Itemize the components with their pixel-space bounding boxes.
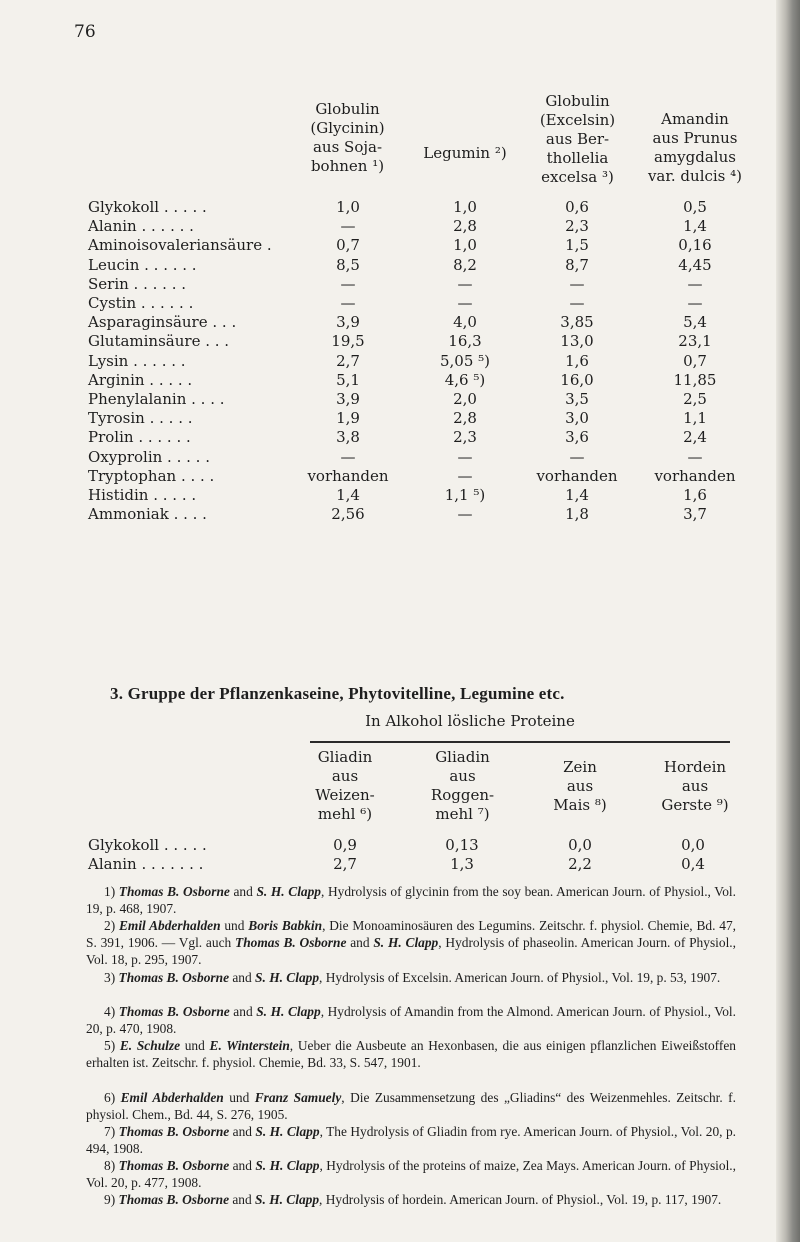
table-cell: 0,16 bbox=[678, 236, 712, 255]
footnote-2: 2) Emil Abderhalden und Boris Babkin, Die Monoaminosäuren des Legumins. Zeitschr. f. physiol. Chemie, Bd. 47, S. 391, 1906. — Vgl. auch Thomas B. Osborne and S. H. Clapp, Hydrolysis of phaseolin. American Journ. of Physiol., Vol. 18, p. 295, 1907. bbox=[86, 918, 736, 968]
table-cell: 1,0 bbox=[453, 236, 477, 255]
table-cell: 0,0 bbox=[681, 836, 705, 854]
table-cell: 1,9 bbox=[336, 409, 360, 428]
table-cell: 3,0 bbox=[565, 409, 589, 428]
table-cell: — bbox=[687, 274, 703, 293]
table-cell: 11,85 bbox=[673, 370, 717, 389]
table-cell: 1,1 ⁵) bbox=[444, 486, 486, 504]
row-label: Aminoisovaleriansäure . bbox=[88, 236, 272, 255]
footnote-8: 8) Thomas B. Osborne and S. H. Clapp, Hydrolysis of the proteins of maize, Zea Mays. American Journ. of Physiol., Vol. 20, p. 477, 1908. bbox=[86, 1158, 737, 1191]
row-label: Ammoniak . . . . bbox=[88, 505, 207, 524]
page-number: 76 bbox=[74, 22, 96, 42]
row-label: Leucin . . . . . . bbox=[88, 255, 197, 274]
row-label: Tryptophan . . . . bbox=[88, 466, 215, 485]
table2-header-gliadin-wheat: Gliadin aus Weizen- mehl ⁶) bbox=[315, 748, 375, 823]
table-cell: 0,6 bbox=[565, 198, 589, 216]
table-cell: — bbox=[569, 294, 585, 312]
row-label: Glutaminsäure . . . bbox=[88, 332, 230, 351]
table-cell: 5,05 ⁵) bbox=[439, 351, 491, 370]
page-edge bbox=[776, 0, 800, 1242]
table-cell: 4,45 bbox=[678, 255, 712, 274]
table-cell: 13,0 bbox=[560, 332, 594, 351]
table-cell: 23,1 bbox=[678, 332, 712, 351]
row-label: Histidin . . . . . bbox=[88, 486, 197, 504]
table-cell: 2,7 bbox=[333, 855, 357, 873]
table-cell: 2,8 bbox=[453, 409, 477, 428]
table-cell: — bbox=[457, 447, 473, 466]
table1-header-amandin: Amandin aus Prunus amygdalus var. dulcis ⁴) bbox=[647, 110, 743, 185]
table1-header-excelsin: Globulin (Excelsin) aus Ber- thollelia excelsa ³) bbox=[539, 92, 616, 186]
row-label: Lysin . . . . . . bbox=[88, 351, 186, 370]
table-cell: 5,4 bbox=[683, 313, 707, 332]
row-label: Serin . . . . . . bbox=[88, 274, 186, 293]
row-label: Alanin . . . . . . bbox=[88, 217, 194, 236]
row-label: Alanin . . . . . . . bbox=[88, 855, 204, 873]
table-cell: 5,1 bbox=[336, 370, 360, 389]
table-cell: — bbox=[340, 217, 356, 236]
table-cell: 3,9 bbox=[336, 313, 360, 332]
table-cell: 1,8 bbox=[565, 505, 589, 524]
table-cell: 0,7 bbox=[336, 236, 360, 255]
table-cell: — bbox=[457, 274, 473, 293]
footnote-5: 5) E. Schulze und E. Winterstein, Ueber die Ausbeute an Hexonbasen, die aus einigen pflanzlichen Eiweißstoffen erhalten ist. Zeitschr. f. physiol. Chemie, Bd. 33, S. 547, 1901. bbox=[86, 1038, 736, 1071]
table-cell: — bbox=[457, 466, 473, 485]
row-label: Phenylalanin . . . . bbox=[88, 390, 225, 408]
table-cell: 2,0 bbox=[453, 390, 477, 408]
table-cell: 8,5 bbox=[336, 255, 360, 274]
table-cell: 0,7 bbox=[683, 351, 707, 370]
table-cell: 2,3 bbox=[453, 428, 477, 447]
table-cell: — bbox=[569, 447, 585, 466]
section-subtitle: In Alkohol lösliche Proteine bbox=[365, 712, 575, 730]
table-cell: 16,3 bbox=[448, 332, 482, 351]
table-cell: 3,85 bbox=[560, 313, 594, 332]
table-cell: 1,4 bbox=[683, 217, 707, 236]
row-label: Tyrosin . . . . . bbox=[88, 409, 193, 428]
row-label: Asparaginsäure . . . bbox=[88, 313, 237, 332]
table-cell: 1,6 bbox=[565, 351, 589, 370]
table-cell: 1,4 bbox=[336, 486, 360, 504]
table-cell: — bbox=[340, 294, 356, 312]
row-label: Prolin . . . . . . bbox=[88, 428, 191, 447]
row-label: Arginin . . . . . bbox=[88, 370, 193, 389]
table-cell: — bbox=[457, 294, 473, 312]
table-cell: 16,0 bbox=[560, 370, 594, 389]
table-cell: 3,5 bbox=[565, 390, 589, 408]
table2-top-rule bbox=[310, 741, 730, 743]
table-cell: vorhanden bbox=[654, 466, 736, 485]
footnote-1: 1) Thomas B. Osborne and S. H. Clapp, Hydrolysis of glycinin from the soy bean. American Journ. of Physiol., Vol. 19, p. 468, 1907. bbox=[86, 884, 736, 917]
table-cell: 2,4 bbox=[683, 428, 707, 447]
table-cell: 1,0 bbox=[336, 198, 360, 216]
table-cell: 3,6 bbox=[565, 428, 589, 447]
footnote-6: 6) Emil Abderhalden und Franz Samuely, Die Zusammensetzung des „Gliadins“ des Weizenmehles. Zeitschr. f. physiol. Chem., Bd. 44, S. 276, 1905. bbox=[86, 1090, 736, 1123]
table-cell: 2,5 bbox=[683, 390, 707, 408]
table-cell: 2,56 bbox=[331, 505, 365, 524]
table-cell: 4,6 ⁵) bbox=[444, 370, 486, 389]
table-cell: — bbox=[457, 505, 473, 524]
table-cell: 3,7 bbox=[683, 505, 707, 524]
table-cell: — bbox=[687, 294, 703, 312]
table-cell: vorhanden bbox=[307, 466, 389, 485]
table-cell: 3,8 bbox=[336, 428, 360, 447]
table-cell: 0,0 bbox=[568, 836, 592, 854]
table-cell: — bbox=[687, 447, 703, 466]
table-cell: 2,2 bbox=[568, 855, 592, 873]
table-cell: — bbox=[340, 447, 356, 466]
footnote-4: 4) Thomas B. Osborne and S. H. Clapp, Hydrolysis of Amandin from the Almond. American Journ. of Physiol., Vol. 20, p. 470, 1908. bbox=[86, 1004, 736, 1037]
table-cell: 1,0 bbox=[453, 198, 477, 216]
table-cell: 4,0 bbox=[453, 313, 477, 332]
table2-header-zein: Zein aus Mais ⁸) bbox=[553, 758, 607, 814]
table1-header-glycinin: Globulin (Glycinin) aus Soja- bohnen ¹) bbox=[310, 100, 385, 175]
table-cell: vorhanden bbox=[536, 466, 618, 485]
footnote-7: 7) Thomas B. Osborne and S. H. Clapp, The Hydrolysis of Gliadin from rye. American Journ. of Physiol., Vol. 20, p. 494, 1908. bbox=[86, 1124, 737, 1157]
table2-header-hordein: Hordein aus Gerste ⁹) bbox=[661, 758, 729, 814]
row-label: Oxyprolin . . . . . bbox=[88, 447, 210, 466]
table-cell: 0,5 bbox=[683, 198, 707, 216]
table-cell: 1,6 bbox=[683, 486, 707, 504]
table-cell: 1,4 bbox=[565, 486, 589, 504]
table-cell: 19,5 bbox=[331, 332, 365, 351]
table2-header-gliadin-rye: Gliadin aus Roggen- mehl ⁷) bbox=[430, 748, 495, 823]
table-cell: 8,2 bbox=[453, 255, 477, 274]
table-cell: 2,7 bbox=[336, 351, 360, 370]
row-label: Cystin . . . . . . bbox=[88, 294, 194, 312]
row-label: Glykokoll . . . . . bbox=[88, 198, 207, 216]
table-cell: 1,3 bbox=[450, 855, 474, 873]
table-cell: 8,7 bbox=[565, 255, 589, 274]
section-title: 3. Gruppe der Pflanzenkaseine, Phytovitelline, Legumine etc. bbox=[110, 684, 565, 703]
table-cell: — bbox=[340, 274, 356, 293]
table-cell: 0,13 bbox=[445, 836, 479, 854]
footnote-9: 9) Thomas B. Osborne and S. H. Clapp, Hydrolysis of hordein. American Journ. of Physiol., Vol. 19, p. 117, 1907. bbox=[104, 1192, 722, 1207]
table-cell: 0,9 bbox=[333, 836, 357, 854]
table-cell: 1,5 bbox=[565, 236, 589, 255]
table-cell: 2,8 bbox=[453, 217, 477, 236]
table-cell: 1,1 bbox=[683, 409, 707, 428]
table-cell: 3,9 bbox=[336, 390, 360, 408]
footnote-3: 3) Thomas B. Osborne and S. H. Clapp, Hydrolysis of Excelsin. American Journ. of Physiol., Vol. 19, p. 53, 1907. bbox=[104, 970, 721, 985]
table-cell: 0,4 bbox=[681, 855, 705, 873]
table-cell: 2,3 bbox=[565, 217, 589, 236]
table-cell: — bbox=[569, 274, 585, 293]
table1-header-legumin: Legumin ²) bbox=[423, 144, 507, 162]
row-label: Glykokoll . . . . . bbox=[88, 836, 207, 854]
